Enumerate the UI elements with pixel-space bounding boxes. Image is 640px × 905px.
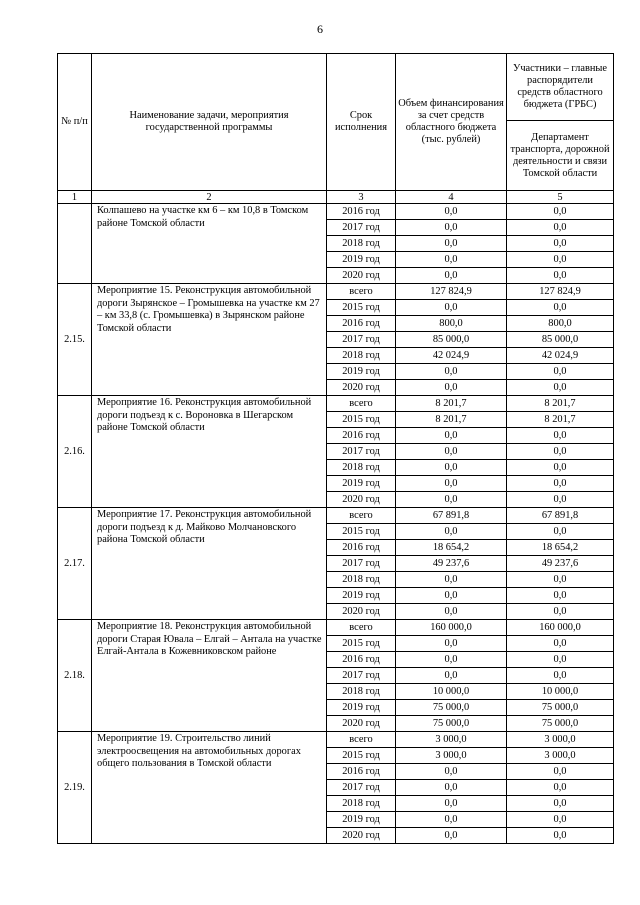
column-number: 4	[396, 191, 507, 204]
grbs-cell: 8 201,7	[507, 396, 614, 412]
grbs-cell: 0,0	[507, 204, 614, 220]
amount-cell: 0,0	[396, 604, 507, 620]
period-cell: 2020 год	[327, 492, 396, 508]
period-cell: 2020 год	[327, 828, 396, 844]
table-row	[58, 732, 614, 748]
grbs-cell: 0,0	[507, 572, 614, 588]
amount-cell: 0,0	[396, 828, 507, 844]
amount-cell: 0,0	[396, 652, 507, 668]
page-number: 6	[317, 22, 323, 36]
grbs-cell: 800,0	[507, 316, 614, 332]
item-name: Мероприятие 16. Реконструкция автомобильной дороги подъезд к с. Вороновка в Шегарском районе Томской области	[92, 396, 327, 508]
amount-cell: 0,0	[396, 220, 507, 236]
header-department: Департамент транспорта, дорожной деятельности и связи Томской области	[507, 121, 614, 191]
grbs-cell: 0,0	[507, 268, 614, 284]
grbs-cell: 0,0	[507, 492, 614, 508]
header-name: Наименование задачи, мероприятия государственной программы	[92, 54, 327, 191]
table-row	[58, 620, 614, 636]
grbs-cell: 0,0	[507, 796, 614, 812]
period-cell: 2020 год	[327, 380, 396, 396]
grbs-cell: 10 000,0	[507, 684, 614, 700]
period-cell: 2016 год	[327, 540, 396, 556]
table-body	[58, 204, 614, 844]
period-cell: 2019 год	[327, 364, 396, 380]
amount-cell: 0,0	[396, 812, 507, 828]
item-name: Мероприятие 17. Реконструкция автомобильной дороги подъезд к д. Майково Молчановского района Томской области	[92, 508, 327, 620]
grbs-cell: 0,0	[507, 588, 614, 604]
financing-table	[57, 53, 614, 844]
grbs-cell: 0,0	[507, 652, 614, 668]
item-name: Мероприятие 18. Реконструкция автомобильной дороги Старая Ювала – Елгай – Антала на участке Елгай-Антала в Кожевниковском районе	[92, 620, 327, 732]
grbs-cell: 0,0	[507, 460, 614, 476]
amount-cell: 8 201,7	[396, 412, 507, 428]
grbs-cell: 0,0	[507, 236, 614, 252]
grbs-cell: 0,0	[507, 444, 614, 460]
period-cell: 2019 год	[327, 700, 396, 716]
item-index: 2.19.	[58, 732, 92, 844]
amount-cell: 85 000,0	[396, 332, 507, 348]
amount-cell: 8 201,7	[396, 396, 507, 412]
period-cell: 2016 год	[327, 764, 396, 780]
period-cell: 2018 год	[327, 796, 396, 812]
item-index: 2.16.	[58, 396, 92, 508]
grbs-cell: 0,0	[507, 636, 614, 652]
grbs-cell: 0,0	[507, 812, 614, 828]
table-row	[58, 396, 614, 412]
grbs-cell: 0,0	[507, 828, 614, 844]
amount-cell: 0,0	[396, 476, 507, 492]
grbs-cell: 127 824,9	[507, 284, 614, 300]
period-cell: 2017 год	[327, 220, 396, 236]
period-cell: 2015 год	[327, 748, 396, 764]
grbs-cell: 3 000,0	[507, 732, 614, 748]
amount-cell: 0,0	[396, 236, 507, 252]
period-cell: 2017 год	[327, 780, 396, 796]
header-participants: Участники – главные распорядители средств областного бюджета (ГРБС)	[507, 54, 614, 121]
grbs-cell: 160 000,0	[507, 620, 614, 636]
period-cell: 2016 год	[327, 428, 396, 444]
amount-cell: 0,0	[396, 636, 507, 652]
item-name: Мероприятие 15. Реконструкция автомобильной дороги Зырянское – Громышевка на участке км 27 – км 33,8 (с. Громышевка) в Зырянском районе Томской области	[92, 284, 327, 396]
amount-cell: 0,0	[396, 444, 507, 460]
period-cell: 2020 год	[327, 604, 396, 620]
amount-cell: 42 024,9	[396, 348, 507, 364]
column-number: 1	[58, 191, 92, 204]
amount-cell: 3 000,0	[396, 748, 507, 764]
amount-cell: 0,0	[396, 300, 507, 316]
column-number: 3	[327, 191, 396, 204]
amount-cell: 127 824,9	[396, 284, 507, 300]
grbs-cell: 3 000,0	[507, 748, 614, 764]
grbs-cell: 0,0	[507, 428, 614, 444]
amount-cell: 800,0	[396, 316, 507, 332]
period-cell: 2018 год	[327, 236, 396, 252]
period-cell: 2019 год	[327, 476, 396, 492]
amount-cell: 0,0	[396, 780, 507, 796]
period-cell: 2017 год	[327, 444, 396, 460]
item-index: 2.15.	[58, 284, 92, 396]
period-cell: 2015 год	[327, 524, 396, 540]
period-cell: 2017 год	[327, 332, 396, 348]
period-cell: 2016 год	[327, 204, 396, 220]
amount-cell: 0,0	[396, 364, 507, 380]
period-cell: 2015 год	[327, 412, 396, 428]
period-cell: 2019 год	[327, 252, 396, 268]
period-cell: 2015 год	[327, 300, 396, 316]
column-number: 2	[92, 191, 327, 204]
item-index: 2.17.	[58, 508, 92, 620]
column-number: 5	[507, 191, 614, 204]
period-cell: всего	[327, 620, 396, 636]
amount-cell: 0,0	[396, 268, 507, 284]
item-index	[58, 204, 92, 284]
grbs-cell: 75 000,0	[507, 716, 614, 732]
amount-cell: 0,0	[396, 572, 507, 588]
amount-cell: 75 000,0	[396, 716, 507, 732]
grbs-cell: 0,0	[507, 300, 614, 316]
period-cell: всего	[327, 396, 396, 412]
grbs-cell: 0,0	[507, 764, 614, 780]
grbs-cell: 0,0	[507, 668, 614, 684]
amount-cell: 0,0	[396, 380, 507, 396]
grbs-cell: 0,0	[507, 380, 614, 396]
amount-cell: 0,0	[396, 588, 507, 604]
period-cell: 2017 год	[327, 556, 396, 572]
amount-cell: 0,0	[396, 252, 507, 268]
table-row	[58, 508, 614, 524]
grbs-cell: 0,0	[507, 220, 614, 236]
period-cell: 2016 год	[327, 316, 396, 332]
grbs-cell: 0,0	[507, 364, 614, 380]
period-cell: всего	[327, 508, 396, 524]
header-financing: Объем финансирования за счет средств областного бюджета (тыс. рублей)	[396, 54, 507, 191]
table-row	[58, 284, 614, 300]
item-name: Колпашево на участке км 6 – км 10,8 в Томском районе Томской области	[92, 204, 327, 284]
header-period: Срок исполнения	[327, 54, 396, 191]
grbs-cell: 49 237,6	[507, 556, 614, 572]
amount-cell: 10 000,0	[396, 684, 507, 700]
period-cell: 2016 год	[327, 652, 396, 668]
period-cell: 2020 год	[327, 716, 396, 732]
item-name: Мероприятие 19. Строительство линий электроосвещения на автомобильных дорогах общего пользования в Томской области	[92, 732, 327, 844]
period-cell: 2018 год	[327, 684, 396, 700]
period-cell: 2018 год	[327, 348, 396, 364]
header-number: № п/п	[58, 54, 92, 191]
amount-cell: 75 000,0	[396, 700, 507, 716]
amount-cell: 67 891,8	[396, 508, 507, 524]
period-cell: всего	[327, 732, 396, 748]
grbs-cell: 8 201,7	[507, 412, 614, 428]
amount-cell: 0,0	[396, 428, 507, 444]
grbs-cell: 18 654,2	[507, 540, 614, 556]
grbs-cell: 0,0	[507, 524, 614, 540]
period-cell: 2015 год	[327, 636, 396, 652]
amount-cell: 0,0	[396, 668, 507, 684]
grbs-cell: 0,0	[507, 780, 614, 796]
grbs-cell: 0,0	[507, 252, 614, 268]
grbs-cell: 0,0	[507, 604, 614, 620]
table-row	[58, 204, 614, 220]
amount-cell: 0,0	[396, 204, 507, 220]
grbs-cell: 0,0	[507, 476, 614, 492]
period-cell: 2017 год	[327, 668, 396, 684]
period-cell: 2019 год	[327, 812, 396, 828]
amount-cell: 0,0	[396, 764, 507, 780]
grbs-cell: 67 891,8	[507, 508, 614, 524]
amount-cell: 0,0	[396, 524, 507, 540]
amount-cell: 160 000,0	[396, 620, 507, 636]
period-cell: всего	[327, 284, 396, 300]
amount-cell: 0,0	[396, 460, 507, 476]
amount-cell: 0,0	[396, 796, 507, 812]
period-cell: 2018 год	[327, 572, 396, 588]
amount-cell: 18 654,2	[396, 540, 507, 556]
grbs-cell: 85 000,0	[507, 332, 614, 348]
period-cell: 2019 год	[327, 588, 396, 604]
amount-cell: 3 000,0	[396, 732, 507, 748]
period-cell: 2018 год	[327, 460, 396, 476]
period-cell: 2020 год	[327, 268, 396, 284]
grbs-cell: 42 024,9	[507, 348, 614, 364]
amount-cell: 0,0	[396, 492, 507, 508]
amount-cell: 49 237,6	[396, 556, 507, 572]
grbs-cell: 75 000,0	[507, 700, 614, 716]
item-index: 2.18.	[58, 620, 92, 732]
